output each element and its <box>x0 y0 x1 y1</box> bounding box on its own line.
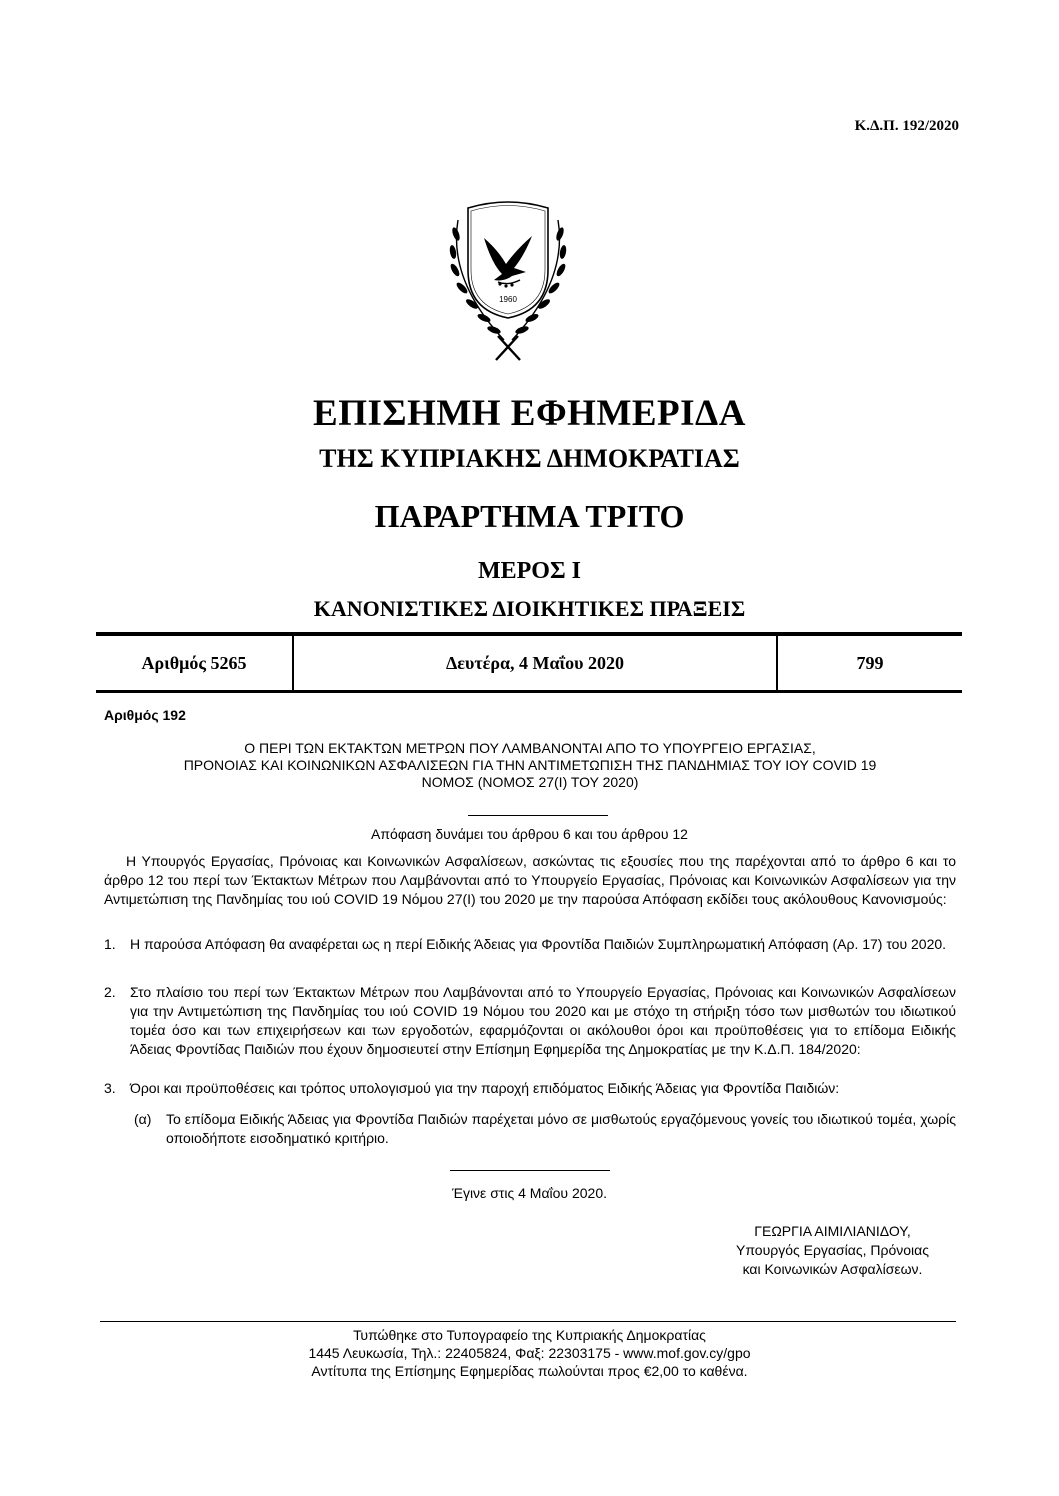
document-number: Αριθμός 192 <box>104 707 186 723</box>
gazette-title: ΕΠΙΣΗΜΗ ΕΦΗΜΕΡΙΔΑ <box>313 393 746 434</box>
list-item <box>104 935 956 954</box>
footer-line: 1445 Λευκωσία, Τηλ.: 22405824, Φαξ: 22303175 - www.mof.gov.cy/gpo <box>308 1345 751 1361</box>
issue-info-bar <box>96 632 962 693</box>
page-number: 799 <box>856 652 884 673</box>
part-title: ΜΕΡΟΣ Ι <box>477 558 582 584</box>
document-reference: Κ.Δ.Π. 192/2020 <box>854 118 959 134</box>
law-title-line: ΝΟΜΟΣ (ΝΟΜΟΣ 27(Ι) ΤΟΥ 2020) <box>421 774 639 790</box>
appendix-title: ΠΑΡΑΡΤΗΜΑ ΤΡΙΤΟ <box>374 498 685 534</box>
signatory-title: και Κοινωνικών Ασφαλίσεων. <box>742 1261 923 1277</box>
footer-line: Τυπώθηκε στο Τυπογραφείο της Κυπριακής Δημοκρατίας <box>353 1327 706 1343</box>
coat-of-arms-emblem <box>428 190 588 370</box>
sub-item-number: (α) <box>134 1111 152 1127</box>
preamble-paragraph: Η Υπουργός Εργασίας, Πρόνοιας και Κοινωνικών Ασφαλίσεων, ασκώντας τις εξουσίες που της παρέχονται από το άρθρο 6 και το άρθρο 12 του περί των Έκτακτων Μέτρων που Λαμβάνονται από το Υπουργείο Εργασίας, Πρόνοιας και Κοινωνικών Ασφαλίσεων για την Αντιμετώπιση της Πανδημίας του ιού COVID 19 Νόμου 27(Ι) του 2020 με την παρούσα Απόφαση εκδίδει τους ακόλουθους Κανονισμούς: <box>104 853 956 907</box>
law-title <box>150 740 910 791</box>
footer <box>0 1326 1059 1380</box>
list-item <box>104 1079 956 1098</box>
signatory-title: Υπουργός Εργασίας, Πρόνοιας <box>736 1242 929 1258</box>
law-title-line: ΠΡΟΝΟΙΑΣ ΚΑΙ ΚΟΙΝΩΝΙΚΩΝ ΑΣΦΑΛΙΣΕΩΝ ΓΙΑ ΤΗΝ ΑΝΤΙΜΕΤΩΠΙΣΗ ΤΗΣ ΠΑΝΔΗΜΙΑΣ ΤΟΥ ΙΟΥ COVID 19 <box>183 757 877 773</box>
done-date: Έγινε στις 4 Μαΐου 2020. <box>451 1185 608 1201</box>
list-item-text: Η παρούσα Απόφαση θα αναφέρεται ως η περί Ειδικής Άδειας για Φροντίδα Παιδιών Συμπληρωματική Απόφαση (Αρ. 17) του 2020. <box>130 936 947 952</box>
list-item-number: 2. <box>104 984 116 1000</box>
sub-item-text: Το επίδομα Ειδικής Άδειας για Φροντίδα Παιδιών παρέχεται μόνο σε μισθωτούς εργαζόμενους γονείς του ιδιωτικού τομέα, χωρίς οποιοδήποτε εισοδηματικό κριτήριο. <box>166 1111 956 1146</box>
section-title: ΚΑΝΟΝΙΣΤΙΚΕΣ ΔΙΟΙΚΗΤΙΚΕΣ ΠΡΑΞΕΙΣ <box>313 596 746 621</box>
gazette-subtitle: ΤΗΣ ΚΥΠΡΙΑΚΗΣ ΔΗΜΟΚΡΑΤΙΑΣ <box>319 444 740 473</box>
issue-date: Δευτέρα, 4 Μαΐου 2020 <box>294 636 778 690</box>
list-item-number: 3. <box>104 1080 116 1096</box>
list-item-text: Όροι και προϋποθέσεις και τρόπος υπολογισμού για την παροχή επιδόματος Ειδικής Άδειας για Φροντίδα Παιδιών: <box>130 1080 840 1096</box>
footer-line: Αντίτυπα της Επίσημης Εφημερίδας πωλούνται προς €2,00 το καθένα. <box>311 1363 748 1379</box>
list-item <box>104 983 956 1059</box>
signature-block <box>736 1222 929 1279</box>
sub-item <box>134 1110 956 1148</box>
footer-divider <box>100 1321 956 1322</box>
law-title-line: Ο ΠΕΡΙ ΤΩΝ ΕΚΤΑΚΤΩΝ ΜΕΤΡΩΝ ΠΟΥ ΛΑΜΒΑΝΟΝΤΑΙ ΑΠΟ ΤΟ ΥΠΟΥΡΓΕΙΟ ΕΡΓΑΣΙΑΣ, <box>244 740 816 756</box>
decision-intro: Απόφαση δυνάμει του άρθρου 6 και του άρθρου 12 <box>371 826 688 842</box>
emblem-year: 1960 <box>499 295 517 304</box>
signatory-name: ΓΕΩΡΓΙΑ ΑΙΜΙΛΙΑΝΙΔΟΥ, <box>754 1223 911 1239</box>
list-item-text: Στο πλαίσιο του περί των Έκτακτων Μέτρων που Λαμβάνονται από το Υπουργείο Εργασίας, Πρόνοιας και Κοινωνικών Ασφαλίσεων για την Αντιμετώπιση της Πανδημίας του ιού COVID 19 Νόμου του 2020 και με στόχο τη στήριξη τόσο των μισθωτών του ιδιωτικού τομέα όσο και των επιχειρήσεων και των εργοδοτών, εφαρμόζονται οι ακόλουθοι όροι και προϋποθέσεις για το επίδομα Ειδικής Άδειας Φροντίδας Παιδιών που έχουν δημοσιευτεί στην Επίσημη Εφημερίδα της Δημοκρατίας με την Κ.Δ.Π. 184/2020: <box>130 984 956 1057</box>
divider <box>450 1170 610 1171</box>
divider <box>468 815 608 816</box>
list-item-number: 1. <box>104 936 116 952</box>
issue-number: Αριθμός 5265 <box>96 636 294 690</box>
